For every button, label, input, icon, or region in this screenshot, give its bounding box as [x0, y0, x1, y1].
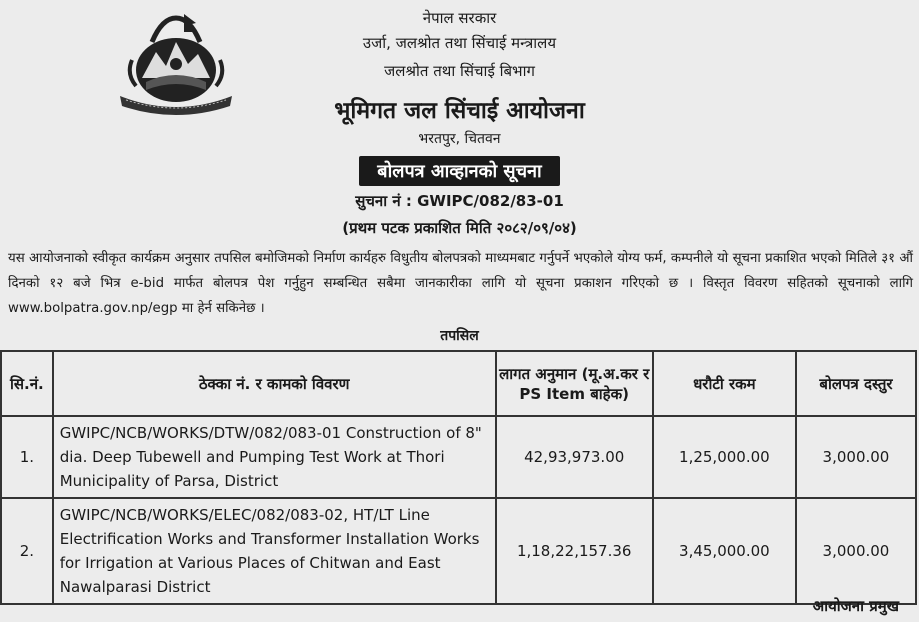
banner-container [0, 156, 919, 186]
row-fee: 3,000.00 [796, 498, 916, 604]
project-title: भूमिगत जल सिंचाई आयोजना [334, 98, 585, 124]
schedule-label: तपसिल [440, 328, 479, 344]
row-cost: 42,93,973.00 [496, 416, 653, 498]
ministry-name: उर्जा, जलश्रोत तथा सिंचाई मन्त्रालय [362, 34, 557, 52]
header-description: ठेक्का नं. र कामको विवरण [53, 351, 496, 416]
header-deposit: धरौटी रकम [653, 351, 796, 416]
row-serial: 1. [1, 416, 53, 498]
row-deposit: 3,45,000.00 [653, 498, 796, 604]
header-serial: सि.नं. [1, 351, 53, 416]
row-description: GWIPC/NCB/WORKS/ELEC/082/083-02, HT/LT Line Electrification Works and Transformer Installation Works for Irrigation at Various Places of Chitwan and East Nawalparasi District [53, 498, 496, 604]
table-row [1, 498, 916, 604]
notice-banner: बोलपत्र आव्हानको सूचना [359, 156, 559, 186]
department-name: जलश्रोत तथा सिंचाई बिभाग [384, 62, 535, 80]
project-chief-signatory: आयोजना प्रमुख [812, 597, 899, 615]
row-serial: 2. [1, 498, 53, 604]
project-location: भरतपुर, चितवन [418, 131, 501, 147]
header-bid-fee: बोलपत्र दस्तुर [796, 351, 916, 416]
tender-schedule-table [0, 350, 917, 605]
header-cost-estimate: लागत अनुमान (मू.अ.कर र PS Item बाहेक) [496, 351, 653, 416]
row-fee: 3,000.00 [796, 416, 916, 498]
row-deposit: 1,25,000.00 [653, 416, 796, 498]
table-header-row [1, 351, 916, 416]
notice-body-text: यस आयोजनाको स्वीकृत कार्यक्रम अनुसार तपसिल बमोजिमको निर्माण कार्यहरु विधुतीय बोलपत्रको माध्यमबाट गर्नुपर्ने भएकोले योग्य फर्म, कम्पनीले यो सूचना प्रकाशित भएको मितिले ३१ औं दिनको १२ बजे भित्र e-bid मार्फत बोलपत्र पेश गर्नुहुन सम्बन्धित सबैमा जानकारीका लागि यो सूचना प्रकाशन गरिएको छ । विस्तृत विवरण सहितको सूचनाको लागि www.bolpatra.gov.np/egp मा हेर्न सकिनेछ । [8, 251, 913, 316]
government-name: नेपाल सरकार [422, 9, 497, 27]
row-cost: 1,18,22,157.36 [496, 498, 653, 604]
row-description: GWIPC/NCB/WORKS/DTW/082/083-01 Construction of 8" dia. Deep Tubewell and Pumping Test Work at Thori Municipality of Parsa, District [53, 416, 496, 498]
table-row [1, 416, 916, 498]
notice-number: सुचना नं : GWIPC/082/83-01 [355, 192, 564, 210]
first-published-date: (प्रथम पटक प्रकाशित मिति २०८२/०९/०४) [342, 219, 577, 237]
